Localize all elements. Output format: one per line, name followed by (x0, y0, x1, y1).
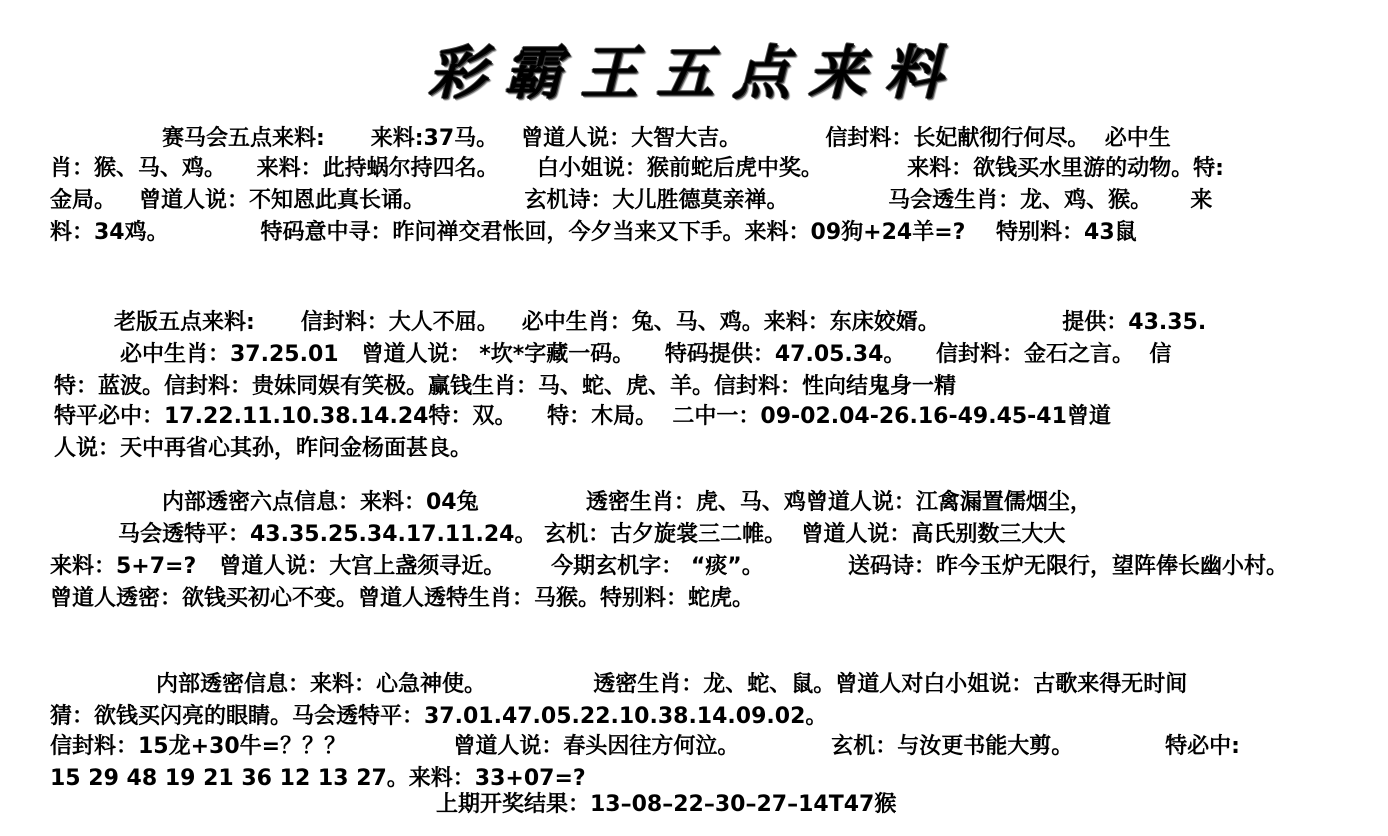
text-line: 特：蓝波。信封料：贵妹同娱有笑极。赢钱生肖：马、蛇、虎、羊。信封料：性向结鬼身一精 (54, 374, 957, 399)
text-line: 特平必中：17.22.11.10.38.14.24特：双。 特：木局。 二中一：09-02.04-26.16-49.45-41曾道 (54, 404, 1111, 429)
text-line: 内部透密六点信息：来料：04兔 透密生肖：虎、马、鸡曾道人说：江禽漏置儒烟尘， (162, 490, 1092, 515)
text-line: 曾道人透密：欲钱买初心不变。曾道人透特生肖：马猴。特别料：蛇虎。 (50, 586, 755, 611)
text-line: 信封料：15龙+30牛=？？？ 曾道人说：春头因往方何泣。 玄机：与汝更书能大剪。 特必中: (50, 734, 1240, 759)
text-line: 金局。 曾道人说：不知恩此真长诵。 玄机诗：大儿胜德莫亲禅。 马会透生肖：龙、鸡、猴。 来 (50, 188, 1213, 213)
text-line: 料：34鸡。 特码意中寻：昨问禅交君怅回，今夕当来又下手。来料：09狗+24羊=? 特别料：43鼠 (50, 220, 1137, 245)
last-draw-result: 上期开奖结果：13–08–22–30–27–14T47猴 (436, 792, 897, 817)
text-line: 来料：5+7=? 曾道人说：大宫上盏须寻近。 今期玄机字： “痰”。 送码诗：昨今玉炉无限行，望阵俸长幽小村。 (50, 554, 1289, 579)
text-line: 人说：天中再省心其孙，昨问金杨面甚良。 (54, 436, 473, 461)
text-line: 马会透特平：43.35.25.34.17.11.24。 玄机：古夕旋裳三二帷。 曾道人说：高氏别数三大大 (118, 522, 1066, 547)
text-line: 肖：猴、马、鸡。 来料：此持蜗尔持四名。 白小姐说：猴前蛇后虎中奖。 来料：欲钱买水里游的动物。特: (50, 156, 1224, 181)
text-line: 内部透密信息：来料：心急神使。 透密生肖：龙、蛇、鼠。曾道人对白小姐说：古歌来得无时间 (156, 672, 1188, 697)
text-line: 赛马会五点来料: 来料:37马。 曾道人说：大智大吉。 信封料：长妃献彻行何尽。 必中生 (162, 126, 1171, 151)
text-line: 老版五点来料: 信封料：大人不屈。 必中生肖：兔、马、鸡。来料：东床姣婿。 提供：43.35. (114, 310, 1207, 335)
page-title: 彩霸王五点来料 (427, 39, 960, 107)
text-line: 15 29 48 19 21 36 12 13 27。来料：33+07=? (50, 766, 586, 791)
text-line: 猜：欲钱买闪亮的眼睛。马会透特平：37.01.47.05.22.10.38.14.09.02。 (50, 704, 828, 729)
text-line: 必中生肖：37.25.01 曾道人说： *坎*字藏一码。 特码提供：47.05.34。 信封料：金石之言。 信 (120, 342, 1172, 367)
